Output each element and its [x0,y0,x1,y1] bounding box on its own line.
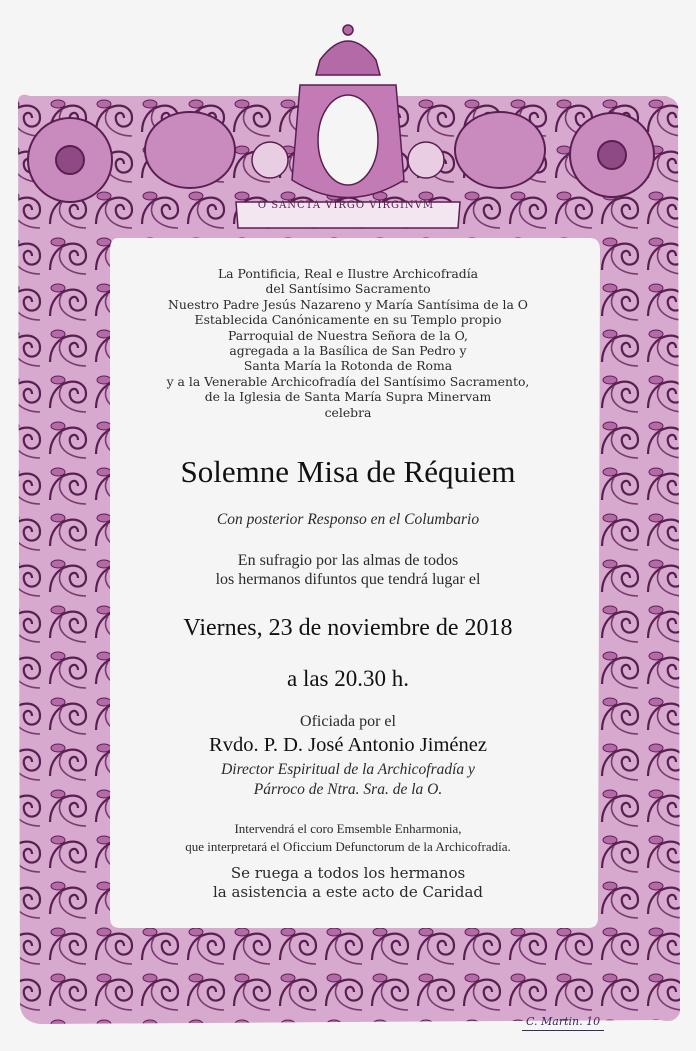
crest-motto: O SANCTA VIRGO VIRGINVM [257,200,435,211]
choir-line: que interpretará el Oficcium Defunctorum de la Archicofradía. [185,839,511,854]
intro-line: de la Iglesia de Santa María Supra Minervam [204,389,492,405]
suffrage-line: los hermanos difuntos que tendrá lugar el [215,571,481,588]
suffrage-line: En sufragio por las almas de todos [237,552,459,569]
choir-text [120,820,576,856]
event-time: a las 20.30 h. [286,666,409,691]
closing-line: Se ruega a todos los hermanos [230,864,466,882]
event-subtitle: Con posterior Responso en el Columbario [216,511,480,528]
intro-line: Parroquial de Nuestra Señora de la O, [228,327,468,343]
event-title: Solemne Misa de Réquiem [180,454,516,489]
intro-line: La Pontificia, Real e Ilustre Archicofradía [217,266,479,281]
closing-line: la asistencia a este acto de Caridad [212,883,484,901]
intro-line: agregada a la Basílica de San Pedro y [229,343,467,359]
officiant-role: Párroco de Ntra. Sra. de la O. [253,781,443,798]
officiant-intro: Oficiada por el [300,713,396,730]
officiant-role: Director Espiritual de la Archicofradía y [221,761,475,778]
officiant-name: Rvdo. P. D. José Antonio Jiménez [209,734,487,756]
closing-text [120,864,576,902]
intro-line: del Santísimo Sacramento [265,281,431,297]
choir-line: Intervendrá el coro Emsemble Enharmonia, [234,821,462,836]
intro-line: Nuestro Padre Jesús Nazareno y María Santísima de la O [168,296,528,312]
intro-line: Establecida Canónicamente en su Templo propio [194,312,502,328]
suffrage-text [120,551,576,589]
intro-line: celebra [324,404,372,420]
event-date: Viernes, 23 de noviembre de 2018 [183,615,513,641]
brotherhood-intro [120,266,576,420]
officiant-roles [120,760,576,800]
intro-line: y a la Venerable Archicofradía del Santísimo Sacramento, [166,373,530,389]
intro-line: Santa María la Rotonda de Roma [243,358,453,374]
artist-signature: C. Martin. 10 [522,1015,604,1031]
